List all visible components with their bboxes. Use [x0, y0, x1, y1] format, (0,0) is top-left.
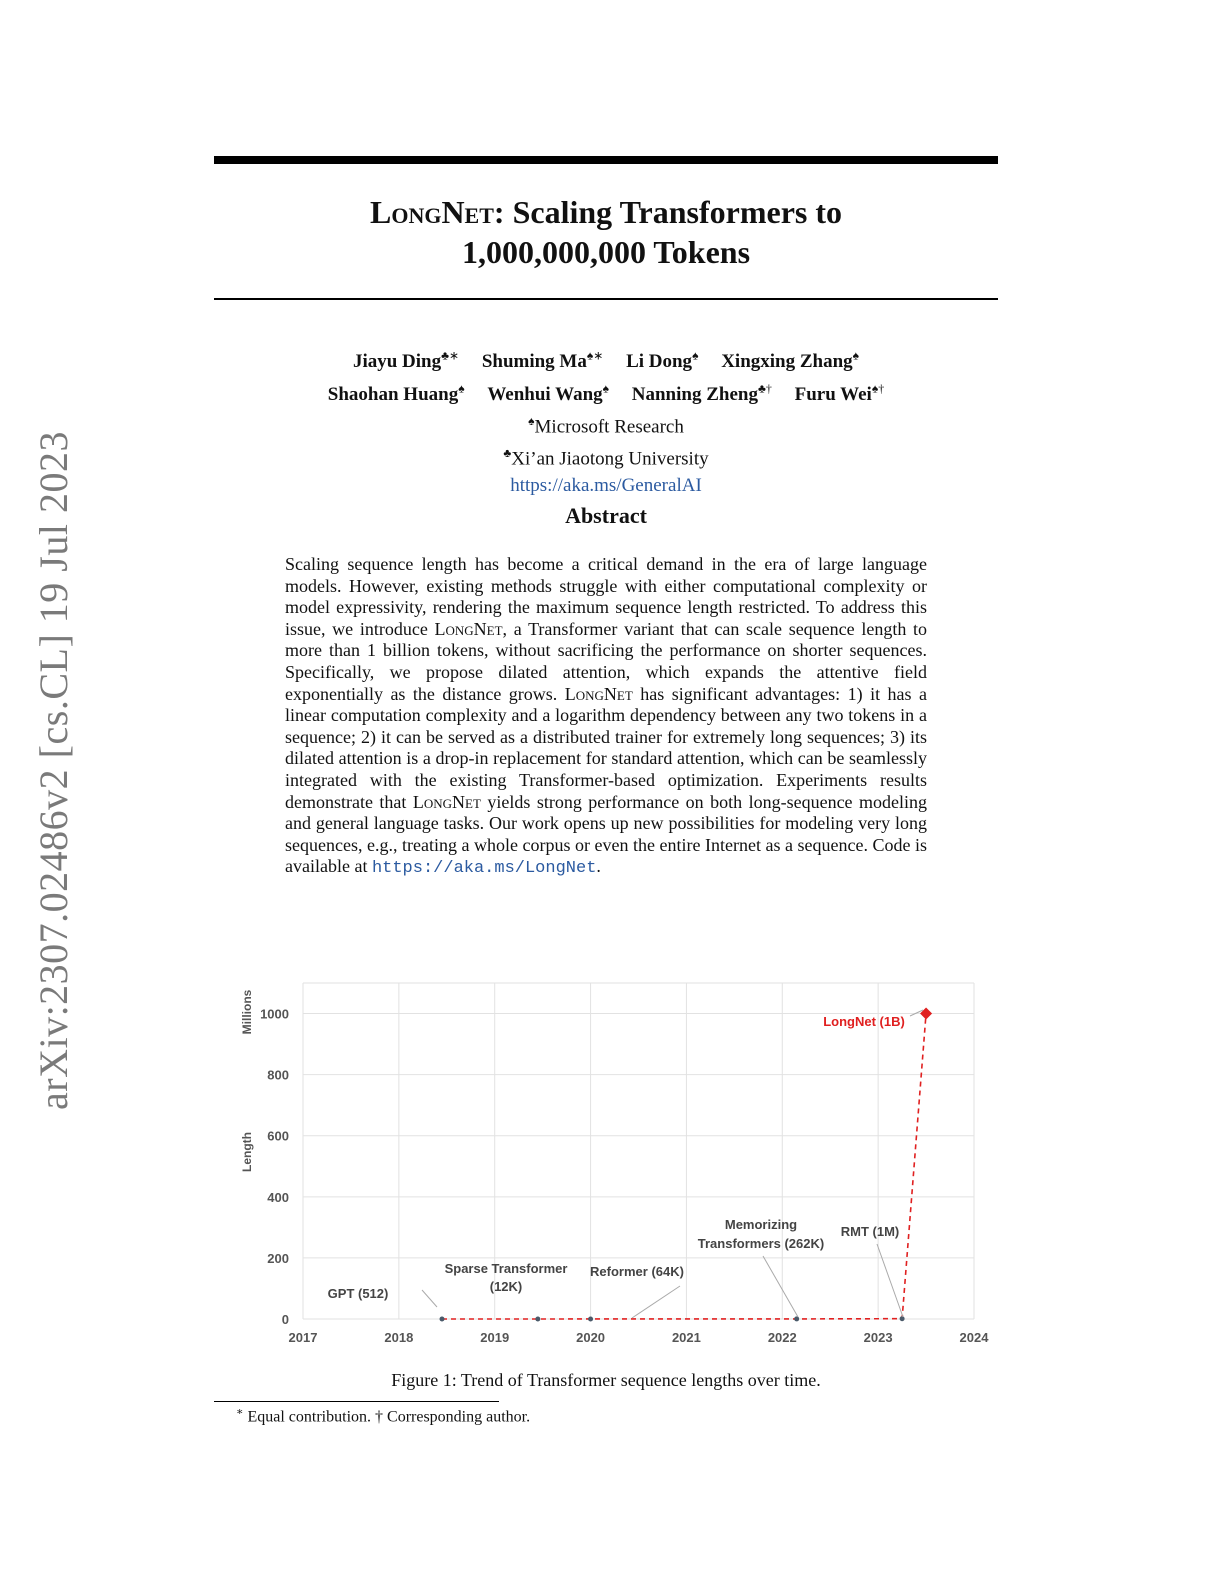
data-point	[900, 1316, 905, 1321]
label-leader-line	[763, 1256, 798, 1317]
data-point	[535, 1316, 540, 1321]
author: Furu Wei♠†	[794, 381, 885, 405]
y-tick-label: 600	[267, 1128, 289, 1144]
footnote-rule	[214, 1401, 499, 1402]
y-tick-label: 200	[267, 1250, 289, 1266]
title-model-name: LongNet	[369, 194, 494, 230]
x-tick-label: 2019	[480, 1330, 510, 1345]
data-point	[794, 1316, 799, 1321]
title-top-rule	[214, 156, 998, 164]
data-point-highlight	[920, 1008, 932, 1020]
y-tick-label: 800	[267, 1067, 289, 1083]
data-point-label: RMT (1M)	[840, 1224, 900, 1239]
affiliation: ♠Microsoft Research	[528, 413, 684, 437]
label-leader-line	[632, 1286, 680, 1318]
affiliation: ♣Xi’an Jiaotong University	[503, 445, 709, 470]
x-axis-ticks	[289, 1330, 990, 1345]
y-axis-unit-label: Millions	[240, 989, 254, 1035]
data-point-label: Sparse Transformer (12K)	[444, 1261, 568, 1294]
y-axis-ticks	[260, 1007, 289, 1327]
author: Shaohan Huang♠	[327, 381, 465, 405]
x-tick-label: 2021	[671, 1330, 701, 1345]
author: Shuming Ma♠∗	[481, 349, 604, 373]
footnote: ∗ Equal contribution. † Corresponding author.	[236, 1406, 531, 1426]
y-tick-label: 1000	[260, 1006, 289, 1022]
data-point	[588, 1316, 593, 1321]
author-block	[214, 343, 998, 499]
homepage-link[interactable]: https://aka.ms/GeneralAI	[510, 475, 702, 497]
abstract-body: Scaling sequence length has become a critical demand in the era of large language models. However, existing methods struggle with either computational complexity or model expressivity, rendering the maximum sequence length restricted. To address this issue, we introduce LongNet, a Transformer variant that can scale sequence length to more than 1 billion tokens, without sacrificing the performance on shorter sequences. Specifically, we propose dilated attention, which expands the attentive field exponentially as the distance grows. LongNet has significant advantages: 1) it has a linear computation complexity and a logarithm dependency between any two tokens in a sequence; 2) it can be served as a distributed trainer for extremely long sequences; 3) its dilated attention is a drop-in replacement for standard attention, which can be seamlessly integrated with the existing Transformer-based optimization. Experiments results demonstrate that LongNet yields strong performance on both long-sequence modeling and general language tasks. Our work opens up new possibilities for modeling very long sequences, e.g., treating a whole corpus or even the entire Internet as a sequence. Code is available at https://aka.ms/LongNet.	[285, 554, 927, 879]
paper-title	[214, 192, 998, 272]
abstract-heading: Abstract	[565, 503, 647, 528]
author: Xingxing Zhang♠	[721, 349, 860, 373]
title-line2: 1,000,000,000 Tokens	[461, 234, 751, 270]
data-point-label: Reformer (64K)	[590, 1264, 684, 1279]
title-bottom-rule	[214, 298, 998, 300]
data-point-label: LongNet (1B)	[823, 1014, 905, 1029]
data-point-label: Memorizing Transformers (262K)	[697, 1217, 825, 1251]
x-tick-label: 2023	[863, 1330, 893, 1345]
x-tick-label: 2022	[767, 1330, 797, 1345]
code-link[interactable]: https://aka.ms/LongNet	[371, 859, 597, 879]
x-tick-label: 2024	[959, 1330, 989, 1345]
y-tick-label: 400	[267, 1189, 289, 1205]
point-labels	[328, 1010, 923, 1318]
x-tick-label: 2017	[288, 1330, 318, 1345]
x-tick-label: 2018	[384, 1330, 414, 1345]
label-leader-line	[877, 1244, 903, 1317]
title-rest: : Scaling Transformers to	[493, 194, 843, 230]
y-axis-label: Length	[240, 1132, 254, 1172]
y-tick-label: 0	[281, 1312, 289, 1327]
author-line-1	[214, 343, 998, 375]
x-tick-label: 2020	[576, 1330, 606, 1345]
data-point	[439, 1316, 444, 1321]
author: Wenhui Wang♠	[487, 381, 610, 405]
author: Jiayu Ding♣∗	[352, 349, 460, 373]
sequence-length-chart	[230, 970, 1010, 1360]
figure-caption: Figure 1: Trend of Transformer sequence lengths over time.	[391, 1370, 821, 1390]
label-leader-line	[422, 1290, 437, 1307]
author: Nanning Zheng♣†	[631, 381, 772, 405]
data-point-label: GPT (512)	[327, 1286, 389, 1301]
author: Li Dong♠	[626, 349, 699, 373]
author-line-2	[214, 375, 998, 407]
arxiv-sidebar-id: arXiv:2307.02486v2 [cs.CL] 19 Jul 2023	[31, 431, 76, 1110]
